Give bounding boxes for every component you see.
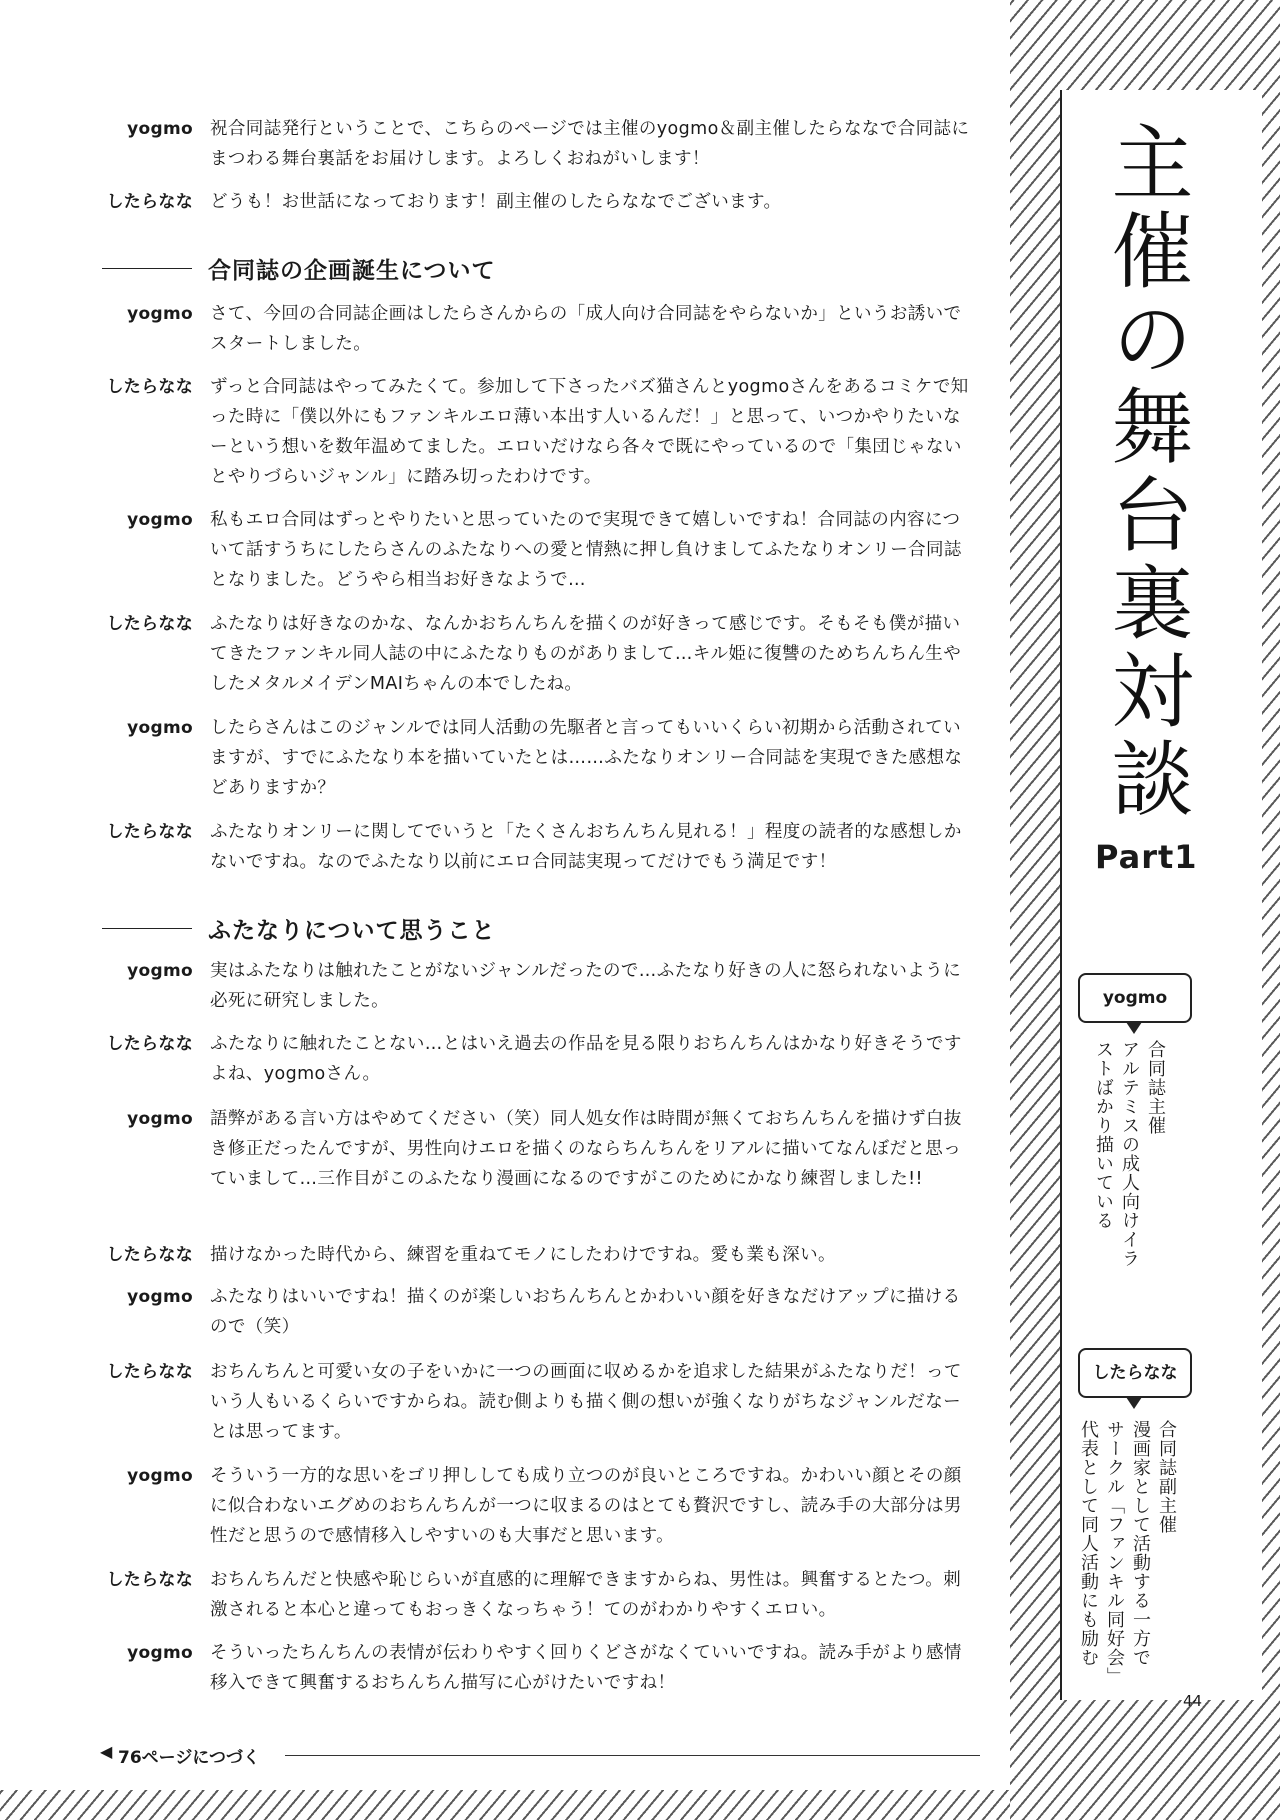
heading-rule	[102, 268, 192, 269]
dialogue-text: したらさんはこのジャンルでは同人活動の先駆者と言ってもいいくらい初期から活動されていますが、すでにふたなり本を描いていたとは……ふたなりオンリー合同誌を実現できた感想などありますか？	[210, 718, 963, 798]
profile-desc-line: 合同誌副主催	[1156, 1420, 1177, 1534]
heading-rule	[102, 928, 192, 929]
dialogue-text: 語弊がある言い方はやめてください（笑）同人処女作は時間が無くておちんちんを描けず白抜き修正だったんですが、男性向けエロを描くのならちんちんをリアルに描いてなんぼだと思っていまして…三作目がこのふたなり漫画になるのですがこのためにかなり練習しました!!	[210, 1109, 962, 1189]
section-heading	[90, 248, 970, 288]
speech-tail-icon	[1126, 1397, 1142, 1409]
arrow-left-icon: ◀	[100, 1742, 113, 1761]
speaker-name: したらなな	[106, 377, 193, 397]
dialogue-text: おちんちんだと快感や恥じらいが直感的に理解できますからね、男性は。興奮するとたつ。刺激されると本心と違ってもおっきくなっちゃう！てのがわかりやすくエロい。	[210, 1570, 962, 1620]
profile-desc-shitara	[1075, 1420, 1179, 1720]
dialogue-text: おちんちんと可愛い女の子をいかに一つの画面に収めるかを追求した結果がふたなりだ！っていう人もいるくらいですからね。読む側よりも描く側の想いが強くなりがちなジャンルだなーとは思ってます。	[210, 1362, 962, 1442]
speaker-name: したらなな	[106, 822, 193, 842]
part-label: Part1	[1095, 838, 1198, 876]
speaker-name: yogmo	[127, 1466, 193, 1486]
profile-name: したらなな	[1092, 1363, 1178, 1383]
dialogue-text: そういう一方的な思いをゴリ押ししても成り立つのが良いところですね。かわいい顔とその顔に似合わないエグめのおちんちんが一つに収まるのはとても贅沢ですし、読み手の大部分は男性だと思うので感情移入しやすいのも大事だと思います。	[210, 1466, 962, 1546]
section-title: ふたなりについて思うこと	[208, 918, 496, 944]
hatched-bottom-band	[0, 1790, 1010, 1820]
speaker-name: yogmo	[127, 718, 193, 738]
dialogue-text: ふたなりに触れたことない…とはいえ過去の作品を見る限りおちんちんはかなり好きそうですよね、yogmoさん。	[210, 1034, 962, 1084]
speaker-name: yogmo	[127, 1643, 193, 1663]
profile-desc-line: 漫画家として活動する一方で	[1130, 1420, 1151, 1667]
dialogue-text: ふたなりオンリーに関してでいうと「たくさんおちんちん見れる！」程度の読者的な感想しかないですね。なのでふたなり以前にエロ合同誌実現ってだけでもう満足です！	[210, 822, 962, 872]
dialogue-text: さて、今回の合同誌企画はしたらさんからの「成人向け合同誌をやらないか」というお誘いでスタートしました。	[210, 304, 962, 354]
profile-name: yogmo	[1102, 988, 1168, 1008]
profile-desc-yogmo	[1090, 1040, 1168, 1300]
speaker-name: yogmo	[127, 304, 193, 324]
page-number: 44	[1183, 1692, 1203, 1710]
dialogue-text: ふたなりはいいですね！描くのが楽しいおちんちんとかわいい顔を好きなだけアップに描けるので（笑）	[210, 1287, 961, 1337]
speaker-name: yogmo	[127, 1287, 193, 1307]
section-title: 合同誌の企画誕生について	[208, 258, 496, 284]
speaker-name: したらなな	[106, 1570, 193, 1590]
section-heading	[90, 908, 970, 948]
speaker-name: yogmo	[127, 961, 193, 981]
article-title: 主催の舞台裏対談	[1098, 120, 1193, 824]
profile-badge-shitara	[1078, 1348, 1192, 1398]
profile-desc-line: アルテミスの成人向けイラ	[1119, 1040, 1140, 1268]
dialogue-text: 私もエロ合同はずっとやりたいと思っていたので実現できて嬉しいですね！合同誌の内容について話すうちにしたらさんのふたなりへの愛と情熱に押し負けましてふたなりオンリー合同誌となりました。どうやら相当お好きなようで…	[210, 510, 962, 590]
speaker-name: したらなな	[106, 192, 193, 212]
continued-label: 76ページにつづく	[118, 1748, 260, 1768]
profile-desc-line: サークル「ファンキル同好会」	[1104, 1420, 1125, 1686]
speaker-name: したらなな	[106, 1245, 193, 1265]
profile-desc-line: 合同誌主催	[1145, 1040, 1166, 1135]
speaker-name: yogmo	[127, 119, 193, 139]
speaker-name: したらなな	[106, 614, 193, 634]
dialogue-text: どうも！お世話になっております！副主催のしたらななでございます。	[210, 192, 782, 212]
dialogue-text: ふたなりは好きなのかな、なんかおちんちんを描くのが好きって感じです。そもそも僕が描いてきたファンキル同人誌の中にふたなりものがありまして…キル姫に復讐のためちんちん生やしたメタルメイデンMAIちゃんの本でしたね。	[210, 614, 962, 694]
speaker-name: したらなな	[106, 1034, 193, 1054]
dialogue-text: そういったちんちんの表情が伝わりやすく回りくどさがなくていいですね。読み手がより感情移入できて興奮するおちんちん描写に心がけたいですね！	[210, 1643, 962, 1693]
speaker-name: yogmo	[127, 1109, 193, 1129]
continued-on-page	[100, 1740, 980, 1770]
profile-desc-line: 代表として同人活動にも励む	[1078, 1420, 1099, 1667]
dialogue-text: 描けなかった時代から、練習を重ねてモノにしたわけですね。愛も業も深い。	[210, 1245, 836, 1265]
dialogue-text: ずっと合同誌はやってみたくて。参加して下さったバズ猫さんとyogmoさんをあるコミケで知った時に「僕以外にもファンキルエロ薄い本出す人いるんだ！」と思って、いつかやりたいなーという想いを数年温めてました。エロいだけなら各々で既にやっているので「集団じゃないとやりづらいジャンル」に踏み切ったわけです。	[210, 377, 969, 487]
dialogue-text: 祝合同誌発行ということで、こちらのページでは主催のyogmo＆副主催したらななで合同誌にまつわる舞台裏話をお届けします。よろしくおねがいします！	[210, 119, 970, 169]
footer-rule	[285, 1755, 980, 1756]
profile-badge-yogmo	[1078, 973, 1192, 1023]
profile-desc-line: ストばかり描いている	[1093, 1040, 1114, 1230]
speech-tail-icon	[1126, 1022, 1142, 1034]
dialogue-text: 実はふたなりは触れたことがないジャンルだったので…ふたなり好きの人に怒られないように必死に研究しました。	[210, 961, 962, 1011]
speaker-name: したらなな	[106, 1362, 193, 1382]
speaker-name: yogmo	[127, 510, 193, 530]
